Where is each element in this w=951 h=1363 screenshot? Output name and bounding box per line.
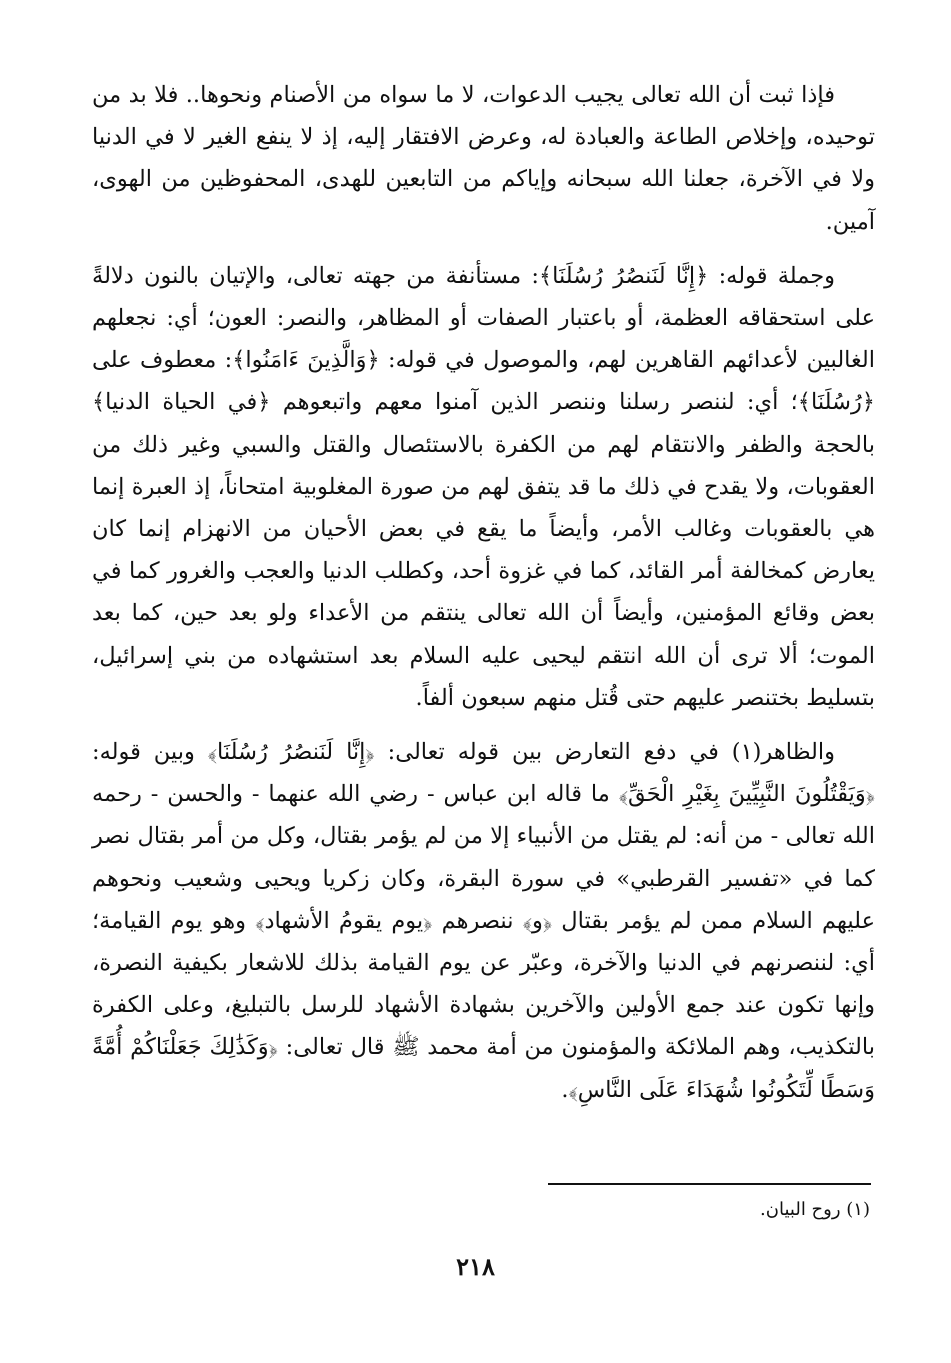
page-number: ٢١٨ bbox=[456, 1252, 495, 1281]
footnote-divider bbox=[548, 1183, 871, 1185]
paragraph-3: والظاهر(١) في دفع التعارض بين قوله تعالى: ﴿إِنَّا لَنَنصُرُ رُسُلَنَا﴾ وبين قوله: ﴿وَيَقْتُلُونَ النَّبِيِّينَ بِغَيْرِ الْحَقِّ﴾ ما قاله ابن عباس - رضي الله عنهما - والحسن - رحمه الله تعالى - من أنه: لم يقتل من الأنبياء إلا من لم يؤمر بقتال، وكل من أمر بقتال نصر كما في «تفسير القرطبي» في سورة البقرة، وكان زكريا ويحيى وشعيب ونحوهم عليهم السلام ممن لم يؤمر بقتال ﴿و﴾ ننصرهم ﴿يوم يقومُ الأشهاد﴾ وهو يوم القيامة؛ أي: لننصرنهم في الدنيا والآخرة، وعبّر عن يوم القيامة بذلك للاشعار بكيفية النصرة، وإنها تكون عند جمع الأولين والآخرين بشهادة الأشهاد للرسل بالتبليغ، وعلى الكفرة بالتكذيب، وهم الملائكة والمؤمنون من أمة محمد ﷺ قال تعالى: ﴿وَكَذَٰلِكَ جَعَلْنَاكُمْ أُمَّةً وَسَطًا لِّتَكُونُوا شُهَدَاءَ عَلَى النَّاسِ﴾. bbox=[92, 739, 875, 1103]
main-text bbox=[92, 74, 875, 1111]
paragraph-2: وجملة قوله: ﴿إِنَّا لَنَنصُرُ رُسُلَنَا﴾: مستأنفة من جهته تعالى، والإتيان بالنون دلالةً على استحقاقه العظمة، أو باعتبار الصفات أو المظاهر، والنصر: العون؛ أي: نجعلهم الغالبين لأعدائهم القاهرين لهم، والموصول في قوله: ﴿وَالَّذِينَ ءَامَنُوا﴾: معطوف على ﴿رُسُلَنَا﴾؛ أي: لننصر رسلنا وننصر الذين آمنوا معهم واتبعوهم ﴿في الحياة الدنيا﴾ بالحجة والظفر والانتقام لهم من الكفرة بالاستئصال والقتل والسبي وغير ذلك من العقوبات، ولا يقدح في ذلك ما قد يتفق لهم من صورة المغلوبية امتحاناً، إذ العبرة إنما هي بالعقوبات وغالب الأمر، وأيضاً ما يقع في بعض الأحيان من الانهزام إنما كان يعارض كمخالفة أمر القائد، كما في غزوة أحد، وكطلب الدنيا والعجب والغرور كما في بعض وقائع المؤمنين، وأيضاً أن الله تعالى ينتقم من الأعداء ولو بعد حين، كما بعد الموت؛ ألا ترى أن الله انتقم ليحيى عليه السلام بعد استشهاده من بني إسرائيل، بتسليط بختنصر عليهم حتى قُتل منهم سبعون ألفاً. bbox=[92, 262, 875, 711]
paragraph-1: فإذا ثبت أن الله تعالى يجيب الدعوات، لا ما سواه من الأصنام ونحوها.. فلا بد من توحيده، وإخلاص الطاعة والعبادة له، وعرض الافتقار إليه، إذ لا ينفع الغير لا في الدنيا ولا في الآخرة، جعلنا الله سبحانه وإياكم من التابعين للهدى، المحفوظين من الهوى، آمين. bbox=[92, 82, 875, 235]
footnote: (١) روح البيان. bbox=[760, 1199, 870, 1220]
